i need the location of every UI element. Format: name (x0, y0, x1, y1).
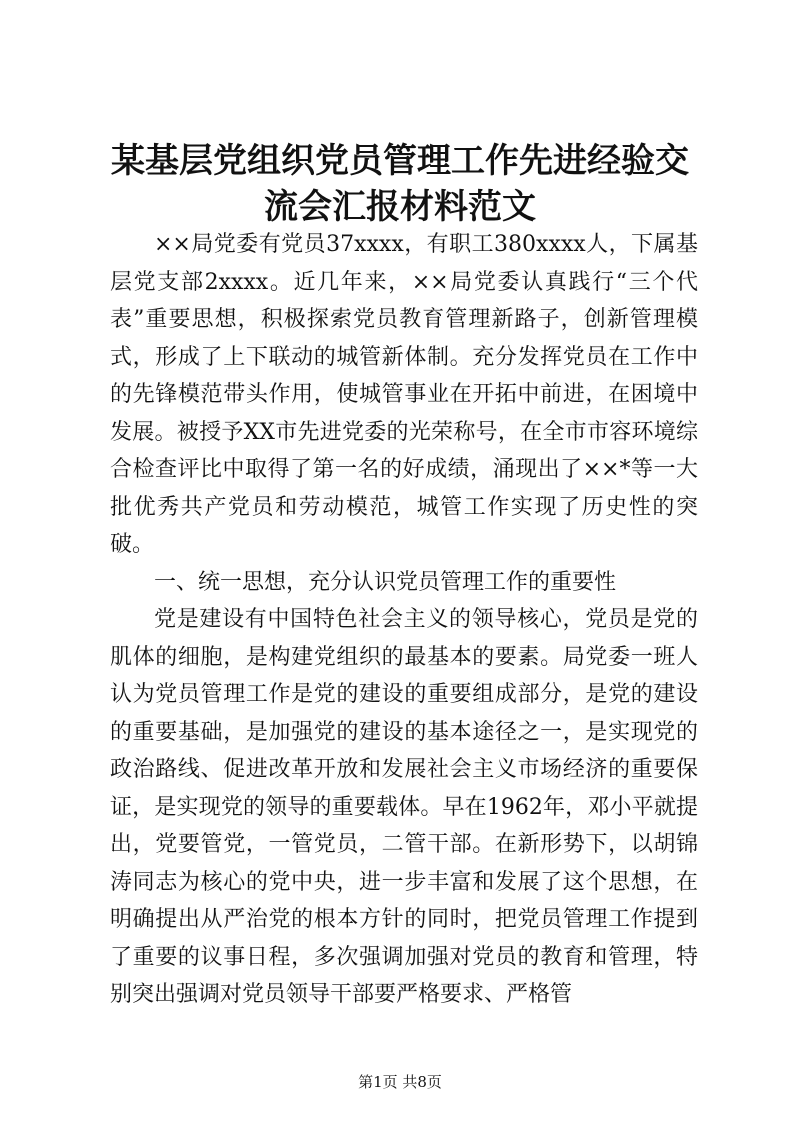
page-number-footer: 第1页 共8页 (358, 1073, 442, 1091)
section-heading-1: 一、统一思想，充分认识党员管理工作的重要性 (154, 569, 617, 595)
document-body (110, 226, 698, 1014)
paragraph-section-1: 党是建设有中国特色社会主义的领导核心，党员是党的肌体的细胞，是构建党组织的最基本的要素。局党委一班人认为党员管理工作是党的建设的重要组成部分，是党的建设的重要基础，是加强党的建设的基本途径之一，是实现党的政治路线、促进改革开放和发展社会主义市场经济的重要保证，是实现党的领导的重要载体。早在1962年，邓小平就提出，党要管党，一管党员，二管干部。在新形势下，以胡锦涛同志为核心的党中央，进一步丰富和发展了这个思想，在明确提出从严治党的根本方针的同时，把党员管理工作提到了重要的议事日程，多次强调加强对党员的教育和管理，特别突出强调对党员领导干部要严格要求、严格管 (110, 607, 698, 1007)
paragraph-intro: ××局党委有党员37xxxx，有职工380xxxx人，下属基层党支部2xxxx。近几年来，××局党委认真践行“三个代表”重要思想，积极探索党员教育管理新路子，创新管理模式，形成了上下联动的城管新体制。充分发挥党员在工作中的先锋模范带头作用，使城管事业在开拓中前进，在困境中发展。被授予XX市先进党委的光荣称号，在全市市容环境综合检查评比中取得了第一名的好成绩，涌现出了××*等一大批优秀共产党员和劳动模范，城管工作实现了历史性的突破。 (110, 232, 698, 557)
document-title: 某基层党组织党员管理工作先进经验交流会汇报材料范文 (111, 141, 689, 227)
